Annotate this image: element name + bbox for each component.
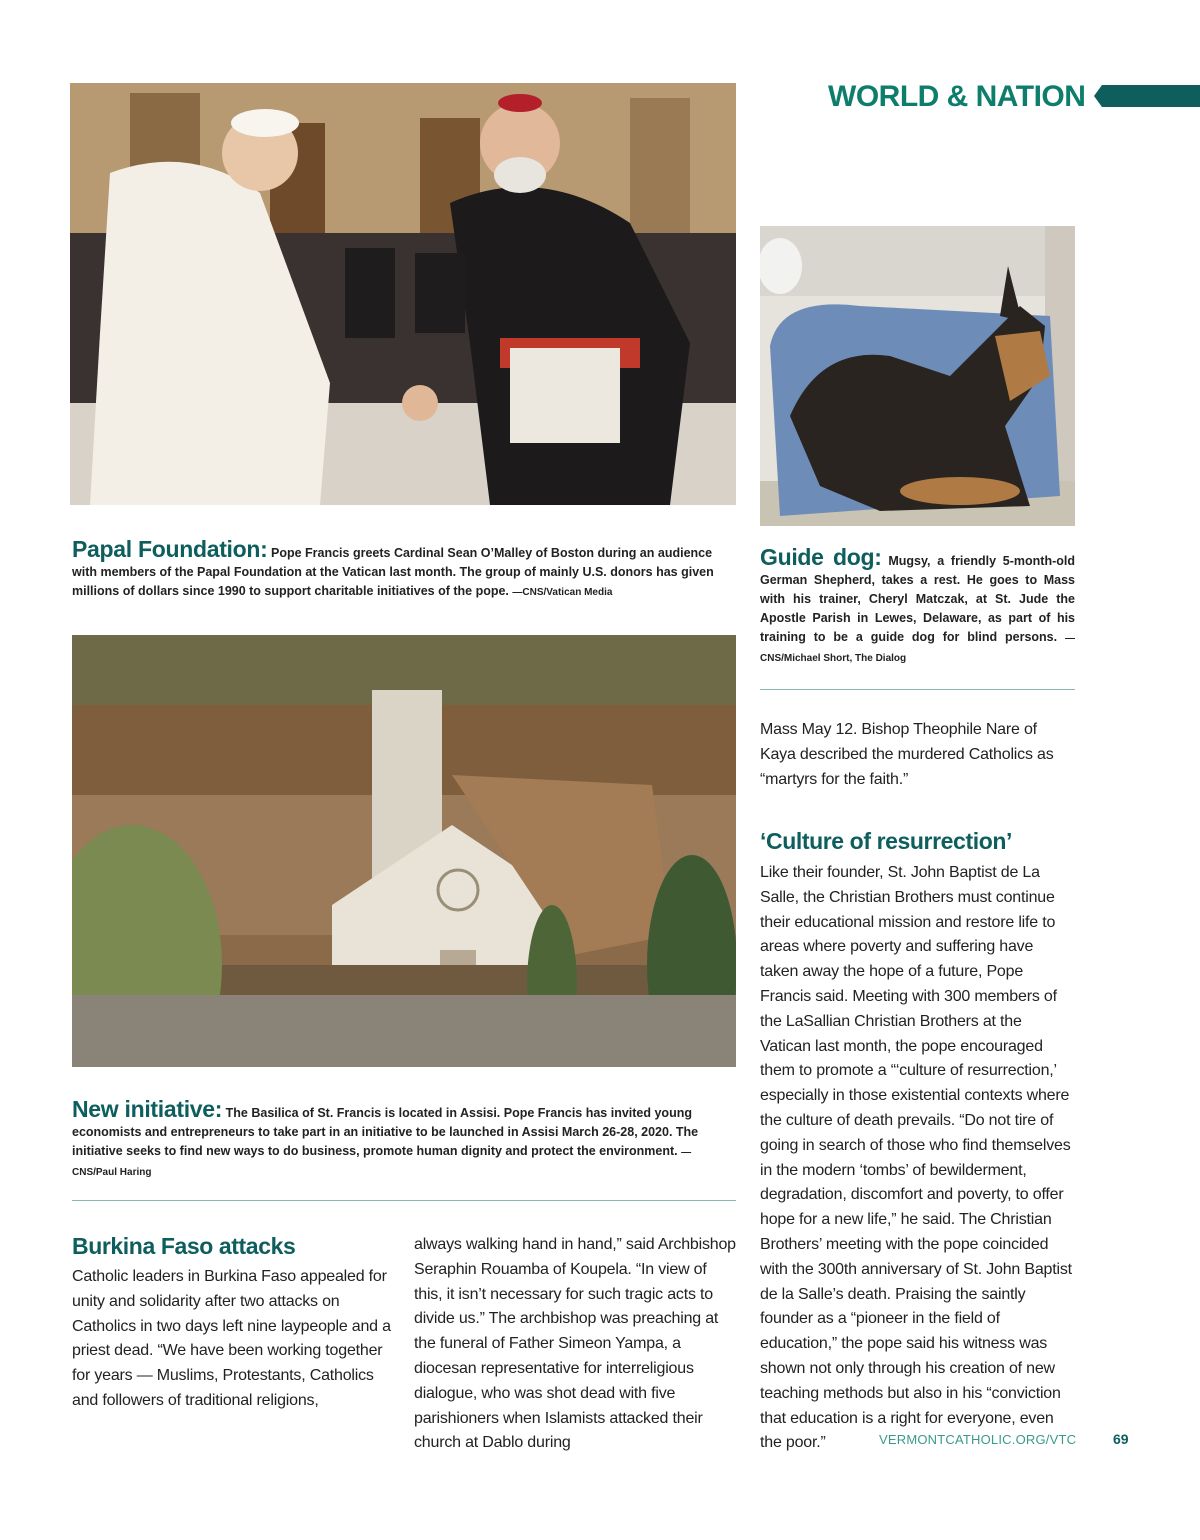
caption-lead: Papal Foundation: <box>72 536 268 562</box>
divider-rule <box>760 689 1075 690</box>
page-number: 69 <box>1113 1431 1129 1447</box>
article-body-column-3 <box>760 718 1075 792</box>
photo-basilica-image <box>72 635 736 1067</box>
footer-website-url[interactable]: VERMONTCATHOLIC.ORG/VTC <box>879 1432 1077 1447</box>
caption-text: Mugsy, a friendly 5-month-old German Shepherd, takes a rest. He goes to Mass with his trainer, Cheryl Matczak, at St. Jude the Apostle Parish in Lewes, Delaware, as part of his training to be a guide dog for blind persons. <box>760 554 1075 644</box>
photo-guide-dog <box>760 226 1075 526</box>
article-heading-burkina-faso: Burkina Faso attacks <box>72 1233 296 1259</box>
photo-pope-cardinal <box>70 83 736 505</box>
section-tab-marker <box>1094 85 1200 107</box>
article-body-column-1 <box>72 1265 392 1414</box>
article-paragraph: Catholic leaders in Burkina Faso appealed for unity and solidarity after two attacks on Catholics in two days left nine laypeople and a priest dead. “We have been working together for years — Muslims, Protestants, Catholics and followers of traditional religions, <box>72 1268 391 1409</box>
article-body-culture <box>760 861 1075 1456</box>
section-header <box>760 80 1200 114</box>
photo-dog-image <box>760 226 1075 526</box>
caption-text: Pope Francis greets Cardinal Sean O’Malley of Boston during an audience with members of the Papal Foundation at the Vatican last month. The group of mainly U.S. donors has given millions of dollars since 1990 to support charitable initiatives of the pope. <box>72 546 714 598</box>
article-body-column-2 <box>414 1233 736 1456</box>
caption-papal-foundation <box>72 536 736 602</box>
caption-lead: Guide dog: <box>760 544 882 570</box>
divider-rule <box>72 1200 736 1201</box>
article-paragraph: Like their founder, St. John Baptist de La Salle, the Christian Brothers must continue their educational mission and restore life to areas where poverty and suffering have taken away the hope of a future, Pope Francis said. Meeting with 300 members of the LaSallian Christian Brothers at the Vatican last month, the pope encouraged them to promote a “‘culture of resurrection,’ especially in those existential contexts where the culture of death prevails. “Do not tire of going in search of those who find themselves in the modern ‘tombs’ of bewilderment, degradation, discomfort and poverty, to offer hope for a new life,” he said. The Christian Brothers’ meeting with the pope coincided with the 300th anniversary of St. John Baptist de la Salle’s death. Praising the saintly founder as a “pioneer in the field of education,” the pope said his witness was shown not only through his creation of new teaching methods but also in his “conviction that education is a right for everyone, even the poor.” <box>760 864 1072 1452</box>
photo-credit: —CNS/Vatican Media <box>512 587 613 598</box>
article-heading-culture-of-resurrection: ‘Culture of resurrection’ <box>760 828 1012 854</box>
caption-new-initiative <box>72 1096 736 1182</box>
article-paragraph: always walking hand in hand,” said Archbishop Seraphin Rouamba of Koupela. “In view of this, it isn’t necessary for such tragic acts to divide us.” The archbishop was preaching at the funeral of Father Simeon Yampa, a diocesan representative for interreligious dialogue, who was shot dead with five parishioners when Islamists attacked their church at Dablo during <box>414 1236 736 1452</box>
article-paragraph: Mass May 12. Bishop Theophile Nare of Kaya described the murdered Catholics as “martyrs for the faith.” <box>760 721 1054 788</box>
photo-credit: —CNS/Paul Haring <box>72 1147 692 1178</box>
photo-credit: —CNS/Michael Short, The Dialog <box>760 633 1075 664</box>
caption-text: The Basilica of St. Francis is located in Assisi. Pope Francis has invited young economists and entrepreneurs to take part in an initiative to be launched in Assisi March 26-28, 2020. The initiative seeks to find new ways to do business, promote human dignity and protect the environment. <box>72 1106 699 1158</box>
caption-guide-dog <box>760 544 1075 668</box>
photo-pope-image <box>70 83 736 505</box>
section-title: WORLD & NATION <box>828 80 1086 113</box>
photo-basilica-assisi <box>72 635 736 1067</box>
caption-lead: New initiative: <box>72 1096 223 1122</box>
